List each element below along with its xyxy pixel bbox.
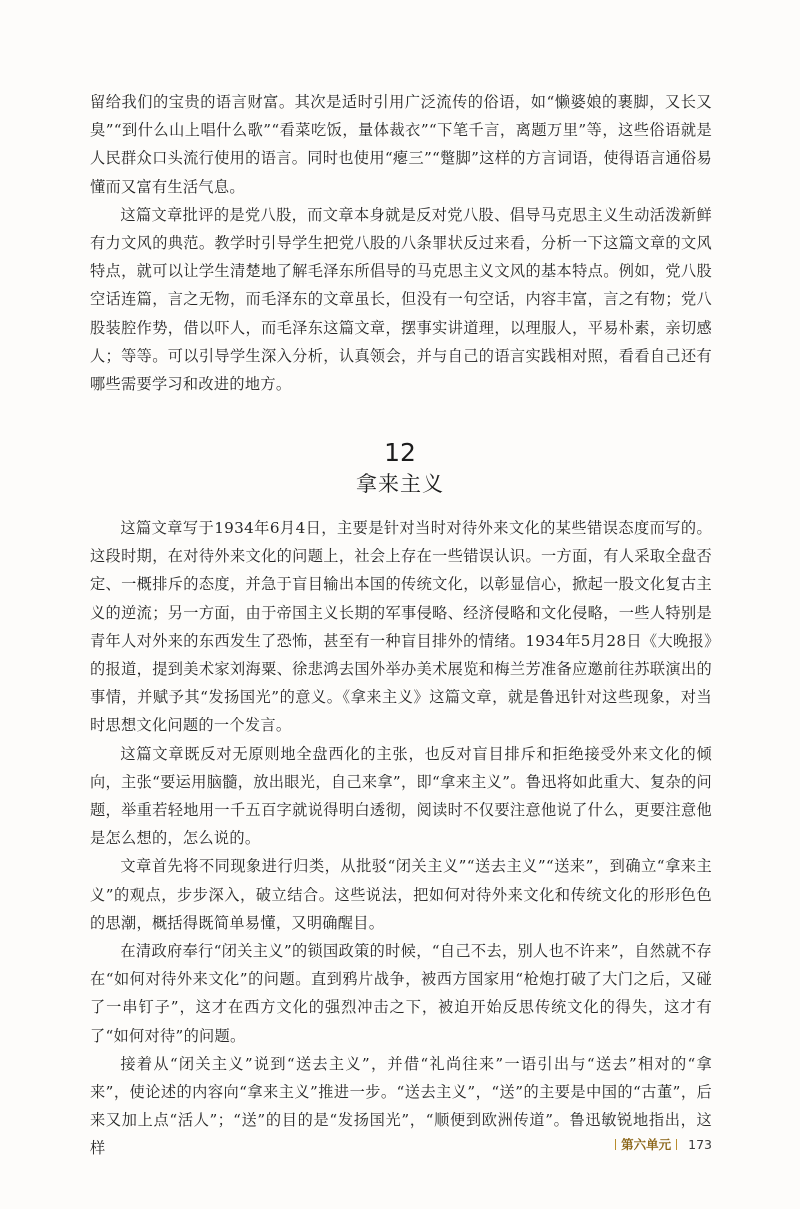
page-footer [610, 1137, 712, 1153]
unit-label: 第六单元 [621, 1137, 672, 1152]
continued-text-section [90, 88, 712, 398]
section-body [90, 514, 712, 1163]
body-paragraph: 在清政府奉行“闭关主义”的锁国政策的时候，“自己不去，别人也不许来”，自然就不存在“如何对待外来文化”的问题。直到鸦片战争，被西方国家用“枪炮打破了大门之后，又碰了一串钉子”，这才在西方文化的强烈冲击之下，被迫开始反思传统文化的得失，这才有了“如何对待”的问题。 [90, 942, 712, 1045]
body-paragraph: 文章首先将不同现象进行归类，从批驳“闭关主义”“送去主义”“送来”，到确立“拿来主义”的观点，步步深入，破立结合。这些说法，把如何对待外来文化和传统文化的形形色色的思潮，概括得既简单易懂，又明确醒目。 [90, 857, 712, 932]
body-paragraph: 这篇文章既反对无原则地全盘西化的主张，也反对盲目排斥和拒绝接受外来文化的倾向，主张“要运用脑髓，放出眼光，自己来拿”，即“拿来主义”。鲁迅将如此重大、复杂的问题，举重若轻地用一千五百字就说得明白透彻，阅读时不仅要注意他说了什么，更要注意他是怎么想的，怎么说的。 [90, 744, 712, 848]
footer-divider-right [676, 1139, 677, 1150]
body-paragraph: 接着从“闭关主义”说到“送去主义”，并借“礼尚往来”一语引出与“送去”相对的“拿来”，使论述的内容向“拿来主义”推进一步。“送去主义”，“送”的主要是中国的“古董”，后来又加上点“活人”；“送”的目的是“发扬国光”，“顺便到欧洲传道”。鲁迅敏锐地指出，这样 [90, 1054, 712, 1158]
section-title: 拿来主义 [356, 472, 444, 496]
section-number: 12 [384, 438, 416, 467]
body-paragraph: 这篇文章批评的是党八股，而文章本身就是反对党八股、倡导马克思主义生动活泼新鲜有力文风的典范。教学时引导学生把党八股的八条罪状反过来看，分析一下这篇文章的文风特点，就可以让学生清楚地了解毛泽东所倡导的马克思主义文风的基本特点。例如，党八股空话连篇，言之无物，而毛泽东的文章虽长，但没有一句空话，内容丰富，言之有物；党八股装腔作势，借以吓人，而毛泽东这篇文章，摆事实讲道理，以理服人，平易朴素，亲切感人；等等。可以引导学生深入分析，认真领会，并与自己的语言实践相对照，看看自己还有哪些需要学习和改进的地方。 [90, 205, 712, 394]
page-number: 173 [688, 1137, 712, 1152]
body-paragraph: 这篇文章写于1934年6月4日，主要是针对当时对待外来文化的某些错误态度而写的。这段时期，在对待外来文化的问题上，社会上存在一些错误认识。一方面，有人采取全盘否定、一概排斥的态度，并急于盲目输出本国的传统文化，以彰显信心，掀起一股文化复古主义的逆流；另一方面，由于帝国主义长期的军事侵略、经济侵略和文化侵略，一些人特别是青年人对外来的东西发生了恐怖，甚至有一种盲目排外的情绪。1934年5月28日《大晚报》的报道，提到美术家刘海粟、徐悲鸿去国外举办美术展览和梅兰芳准备应邀前往苏联演出的事情，并赋予其“发扬国光”的意义。《拿来主义》这篇文章，就是鲁迅针对这些现象，对当时思想文化问题的一个发言。 [90, 519, 712, 735]
continued-paragraph: 留给我们的宝贵的语言财富。其次是适时引用广泛流传的俗语，如“懒婆娘的裹脚，又长又臭”“到什么山上唱什么歌”“看菜吃饭，量体裁衣”“下笔千言，离题万里”等，这些俗语就是人民群众口头流行使用的语言。同时也使用“瘪三”“蹩脚”这样的方言词语，使得语言通俗易懂而又富有生活气息。 [90, 93, 712, 196]
footer-divider-left [615, 1139, 616, 1150]
